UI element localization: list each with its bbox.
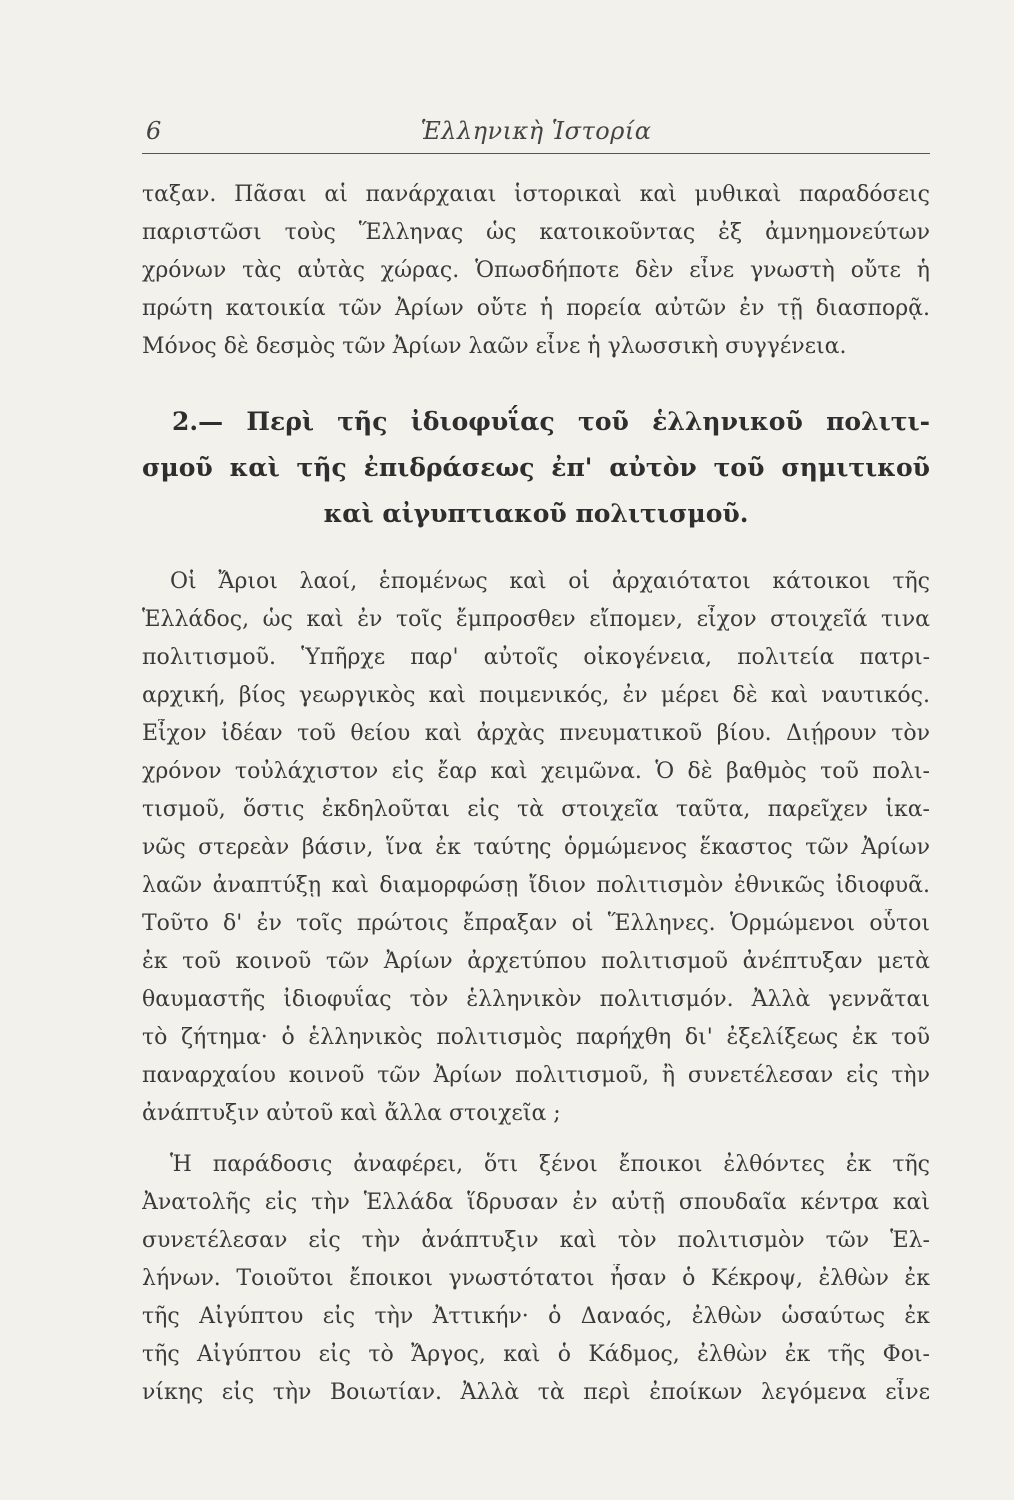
text-line: πολιτισμοῦ. Ὑπῆρχε παρ' αὐτοῖς οἰκογένεια, πολιτεία πατρι- bbox=[142, 645, 930, 670]
text-line: τῆς Αἰγύπτου εἰς τὸ Ἄργος, καὶ ὁ Κάδμος, ἐλθὼν ἐκ τῆς Φοι- bbox=[142, 1342, 930, 1367]
section-heading-line: καὶ αἰγυπτιακοῦ πολιτισμοῦ. bbox=[323, 499, 749, 528]
text-line: παριστῶσι τοὺς Ἕλληνας ὡς κατοικοῦντας ἐξ ἀμνημονεύτων bbox=[142, 220, 930, 245]
text-line: τῆς Αἰγύπτου εἰς τὴν Ἀττικήν· ὁ Δαναός, ἐλθὼν ὡσαύτως ἐκ bbox=[142, 1304, 930, 1329]
text-line: Τοῦτο δ' ἐν τοῖς πρώτοις ἔπραξαν οἱ Ἕλληνες. Ὁρμώμενοι οὗτοι bbox=[142, 911, 930, 936]
text-line: παναρχαίου κοινοῦ τῶν Ἀρίων πολιτισμοῦ, ἢ συνετέλεσαν εἰς τὴν bbox=[142, 1063, 930, 1088]
text-line: ἐκ τοῦ κοινοῦ τῶν Ἀρίων ἀρχετύπου πολιτισμοῦ ἀνέπτυξαν μετὰ bbox=[142, 949, 930, 974]
text-line: νῶς στερεὰν βάσιν, ἵνα ἐκ ταύτης ὁρμώμενος ἕκαστος τῶν Ἀρίων bbox=[142, 835, 930, 860]
text-line: θαυμαστῆς ἰδιοφυΐας τὸν ἑλληνικὸν πολιτισμόν. Ἀλλὰ γεννᾶται bbox=[142, 987, 930, 1012]
text-line: ταξαν. Πᾶσαι αἱ πανάρχαιαι ἱστορικαὶ καὶ μυθικαὶ παραδόσεις bbox=[142, 182, 930, 207]
text-line: Ἀνατολῆς εἰς τὴν Ἑλλάδα ἵδρυσαν ἐν αὐτῇ σπουδαῖα κέντρα καὶ bbox=[142, 1190, 930, 1215]
text-line: συνετέλεσαν εἰς τὴν ἀνάπτυξιν καὶ τὸν πολιτισμὸν τῶν Ἑλ- bbox=[142, 1228, 930, 1253]
page-number: 6 bbox=[146, 117, 162, 145]
text-line: Ἑλλάδος, ὡς καὶ ἐν τοῖς ἔμπροσθεν εἴπομεν, εἶχον στοιχεῖά τινα bbox=[142, 607, 930, 632]
text-line: χρόνον τοὐλάχιστον εἰς ἔαρ καὶ χειμῶνα. Ὁ δὲ βαθμὸς τοῦ πολι- bbox=[142, 759, 930, 784]
text-line: Οἱ Ἄριοι λαοί, ἑπομένως καὶ οἱ ἀρχαιότατοι κάτοικοι τῆς bbox=[170, 569, 930, 594]
text-line: πρώτη κατοικία τῶν Ἀρίων οὔτε ἡ πορεία αὐτῶν ἐν τῇ διασπορᾷ. bbox=[142, 296, 930, 321]
section-heading-line: 2.— Περὶ τῆς ἰδιοφυΐας τοῦ ἑλληνικοῦ πολιτι- bbox=[172, 407, 930, 436]
section-heading-line: σμοῦ καὶ τῆς ἐπιδράσεως ἐπ' αὐτὸν τοῦ σημιτικοῦ bbox=[142, 453, 930, 482]
text-line: Ἡ παράδοσις ἀναφέρει, ὅτι ξένοι ἔποικοι ἐλθόντες ἐκ τῆς bbox=[170, 1152, 930, 1177]
text-line: λαῶν ἀναπτύξῃ καὶ διαμορφώσῃ ἴδιον πολιτισμὸν ἐθνικῶς ἰδιοφυᾶ. bbox=[142, 873, 930, 898]
text-line: χρόνων τὰς αὐτὰς χώρας. Ὁπωσδήποτε δὲν εἶνε γνωστὴ οὔτε ἡ bbox=[142, 258, 930, 283]
text-line: αρχική, βίος γεωργικὸς καὶ ποιμενικός, ἐν μέρει δὲ καὶ ναυτικός. bbox=[142, 683, 930, 708]
text-line: ἀνάπτυξιν αὐτοῦ καὶ ἄλλα στοιχεῖα ; bbox=[142, 1101, 561, 1126]
running-title: Ἑλληνικὴ Ἱστορία bbox=[420, 117, 652, 145]
text-line: νίκης εἰς τὴν Βοιωτίαν. Ἀλλὰ τὰ περὶ ἐποίκων λεγόμενα εἶνε bbox=[142, 1380, 930, 1405]
text-line: λήνων. Τοιοῦτοι ἔποικοι γνωστότατοι ἦσαν ὁ Κέκροψ, ἐλθὼν ἐκ bbox=[142, 1266, 930, 1291]
page-header bbox=[142, 113, 930, 154]
text-line: τὸ ζήτημα· ὁ ἑλληνικὸς πολιτισμὸς παρήχθη δι' ἐξελίξεως ἐκ τοῦ bbox=[142, 1025, 930, 1050]
text-line: τισμοῦ, ὅστις ἐκδηλοῦται εἰς τὰ στοιχεῖα ταῦτα, παρεῖχεν ἱκα- bbox=[142, 797, 930, 822]
text-line: Μόνος δὲ δεσμὸς τῶν Ἀρίων λαῶν εἶνε ἡ γλωσσικὴ συγγένεια. bbox=[142, 334, 847, 359]
text-line: Εἶχον ἰδέαν τοῦ θείου καὶ ἀρχὰς πνευματικοῦ βίου. Διῄρουν τὸν bbox=[142, 721, 930, 746]
